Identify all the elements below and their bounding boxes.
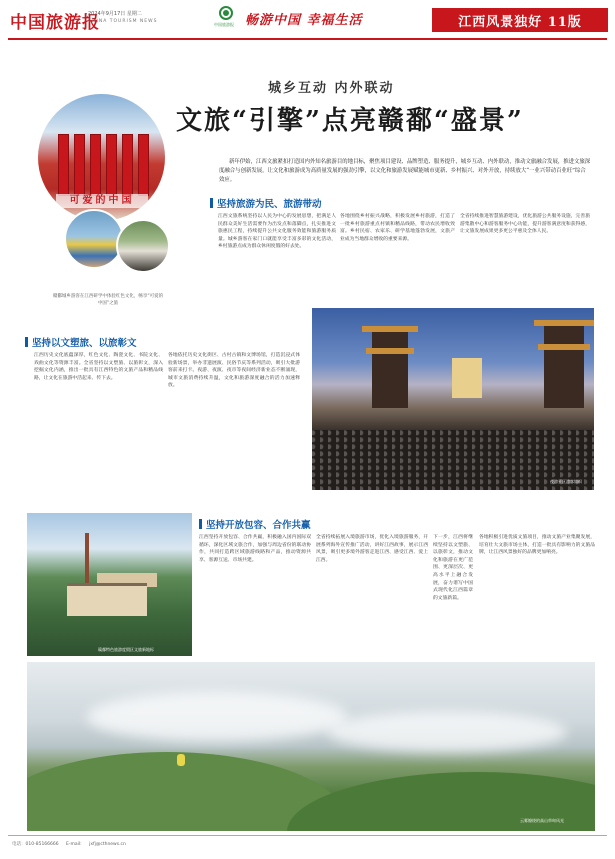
photo-mountain-meadow [27,662,595,831]
pillar-shape [122,134,133,196]
lead-paragraph: 新年伊始，江西文旅紧扣打造国内外知名旅游目的地目标，聚焦项目建设、品牌塑造、服务提升，城乡互动、内外联动，推动文旅融合发展，推进文旅深度融合与创新发展，让文化和旅游成为高质量发展的强劲引擎，以文化和旅游发展赋能城市更新、乡村振兴、对外开放，持续放大“一业兴带动百业旺”综合效应。 [219,159,591,183]
chimney-shape [85,533,89,585]
issue-date: 2024年9月17日 星期二 [88,11,142,17]
photo-caption: 云雾缭绕的高山草甸风光 [520,818,564,823]
section-banner [432,8,608,32]
body-column: 全省持续推进智慧旅游建设，优化旅游公共服务设施，完善旅游集散中心和游客服务中心功能，提升游客满意度和获得感，让文旅发展成果更多更公平惠及全体人民。 [460,214,590,235]
campaign-slogan: 畅游中国 幸福生活 [245,13,363,28]
pillar-shape [138,134,149,196]
section-heading-1 [210,196,322,210]
building-shape [67,583,147,616]
eave-shape [538,344,590,350]
body-column: 各地依托历史文化街区、古村古镇和文博场馆，打造沉浸式体验新场景，举办非遗展演、民俗节庆等系列活动，吸引大批游客前来打卡。夜游、夜演、夜市等夜间经济新业态不断涌现，城市文旅消费持续升温，文化和旅游深度融合的活力加速释放。 [168,353,300,389]
pillar-shape [90,134,101,196]
section-banner-label: 江西风景独好 11版 [458,14,582,30]
gate-light-shape [452,358,482,398]
section-heading-3 [199,517,311,531]
hiker-figure [177,754,185,766]
sponsor-emblem-icon [219,6,233,20]
heading-bar-icon [199,519,202,529]
mist-shape [327,712,567,752]
article-kicker: 城乡互动 内外联动 [268,81,395,96]
body-column: 全省持续拓展入境旅游市场，优化入境旅游服务，开展系列海外宣传推广活动，讲好江西故事，展示江西风景，吸引更多境外游客走进江西、感受江西、爱上江西。 [316,535,428,563]
heading-bar-icon [25,337,28,347]
eave-shape [362,326,418,332]
photo-red-pillars [38,94,165,221]
photo-sign-text: 可爱的中国 [56,194,148,208]
heading-bar-icon [210,198,213,208]
eave-shape [534,320,594,326]
body-column: 各地积极引进优质文旅项目，推动文旅产业集聚发展，培育壮大文旅市场主体，打造一批具有影响力的文旅品牌，让江西风景独好的品牌更加响亮。 [479,535,595,556]
newspaper-english-name: CHINA TOURISM NEWS [88,19,158,24]
footer-divider [8,835,607,836]
photo-caption: 夜游景区游客如织 [550,479,582,484]
eave-shape [366,348,414,354]
footer-contact: 电话：010-85166666 E-mail: jxfj@cthnews.cn [12,842,126,847]
tower-shape [544,322,584,408]
body-column: 江西历史文化底蕴深厚，红色文化、陶瓷文化、书院文化、戏曲文化等资源丰富。全省坚持以文塑旅、以旅彰文，深入挖掘文化内涵，推出一批具有江西特色的文旅产品和精品线路，让文化在旅游中活起来、传下去。 [34,353,163,381]
section-heading-text: 坚持以文塑旅、以旅彰文 [32,338,137,349]
pillar-shape [74,134,85,196]
photo-caption: 赣鄱特色旅游度假区文旅新地标 [98,647,154,652]
section-heading-text: 坚持旅游为民、旅游带动 [217,199,322,210]
masthead-divider [8,38,607,40]
photo-visitors [64,209,124,269]
photo-resort [27,513,192,656]
masthead [0,0,615,44]
section-heading-2 [25,335,137,349]
tower-shape [372,328,408,408]
pillar-shape [106,134,117,196]
body-column: 各地围绕乡村振兴战略，积极发展乡村旅游，打造了一批乡村旅游重点村镇和精品线路，带动农民增收致富。乡村民宿、农家乐、研学基地蓬勃发展，文旅产业成为当地群众增收的重要来源。 [340,214,455,242]
newspaper-logo: 中国旅游报 [10,13,100,33]
pillar-shape [58,134,69,196]
body-column: 下一步，江西将继续坚持以文塑旅、以旅彰文，推动文化和旅游在更广范围、更深层次、更高水平上融合发展，奋力谱写中国式现代化江西篇章的文旅新篇。 [433,535,473,601]
section-heading-text: 坚持开放包容、合作共赢 [206,520,311,531]
article-headline: 文旅“引擎”点亮赣鄱“盛景” [176,106,524,136]
photo-family [116,219,170,273]
photo-caption: 赣鄱城乡游客在江西研学中体验红色文化，畅享“可爱的中国”之旅 [52,294,164,306]
body-column: 江西文旅系统坚持以人民为中心的发展思想，把满足人民群众美好生活需要作为出发点和落脚点，扎实推进文旅惠民工程，持续提升公共文化服务效能和旅游服务质量。城乡游客在家门口就能享受丰富多彩的文化活动，乡村旅游点成为群众休闲度假的好去处。 [218,214,336,250]
mist-shape [87,692,347,742]
photo-night-gate [312,308,594,490]
sponsor-caption: 中国旅游报 [214,22,234,27]
body-column: 江西坚持开放包容、合作共赢，积极融入国内国际双循环，深化区域文旅合作，加强与周边省份的联动协作，共同打造跨区域旅游线路和产品，推动资源共享、客源互送、市场共建。 [199,535,311,563]
